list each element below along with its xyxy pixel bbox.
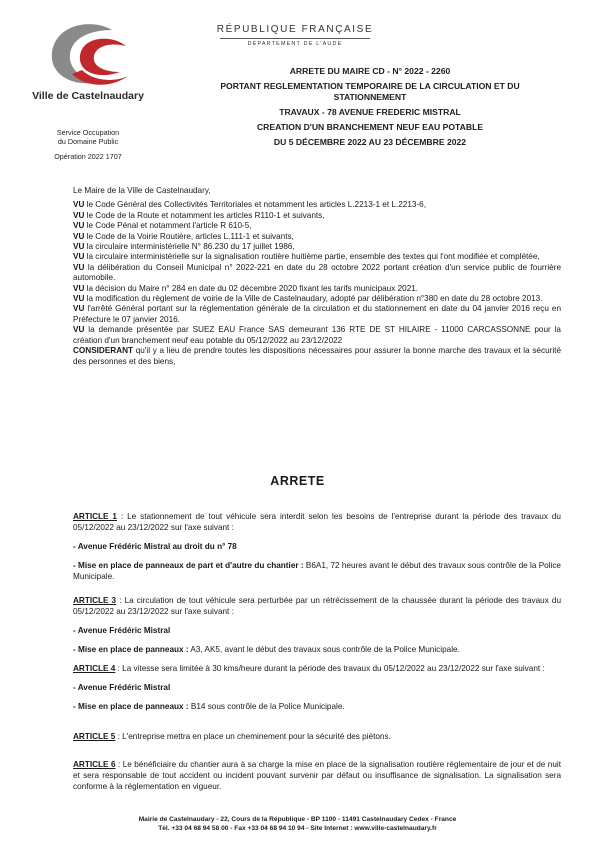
service-line-2: du Domaine Public <box>57 137 119 146</box>
footer-address: Mairie de Castelnaudary - 22, Cours de la République - BP 1100 - 11491 Castelnaudary Cedex - France <box>138 816 457 823</box>
article-5-text: : L'entreprise mettra en place un cheminement pour la sécurité des piétons. <box>115 732 391 742</box>
decree-description: CREATION D'UN BRANCHEMENT NEUF EAU POTABLE <box>256 122 484 132</box>
article-1-street: - Avenue Frédéric Mistral au droit du n° 78 <box>73 541 237 551</box>
visa-item: VU la circulaire interministérielle sur la signalisation routière huitième partie, ensemble des textes qui l'ont modifiée et complétée, <box>73 252 540 262</box>
article-1-title: ARTICLE 1 <box>73 512 117 522</box>
article-4-title: ARTICLE 4 <box>73 664 116 674</box>
republic-divider <box>220 38 370 39</box>
article-4-signs-text: B14 sous contrôle de la Police Municipale. <box>188 702 345 712</box>
decree-title-block <box>160 66 580 152</box>
article-3-signs-text: A3, AK5, avant le début des travaux sous contrôle de la Police Municipale. <box>188 644 460 654</box>
article-6 <box>73 752 561 801</box>
visas-section <box>73 186 561 367</box>
article-3 <box>73 588 561 664</box>
service-block <box>24 128 152 161</box>
castelnaudary-logo-icon <box>42 16 134 94</box>
visa-item: VU le Code de la Voirie Routière, articles L.111-1 et suivants, <box>73 231 294 241</box>
visa-item: VU le Code Général des Collectivités Territoriales et notamment les articles L.2213-1 et L.2213-6, <box>73 200 426 210</box>
visa-item: VU la demande présentée par SUEZ EAU France SAS demeurant 136 RTE DE ST HILAIRE - 11000 CARCASSONNE pour la création d'un branchement neuf eau potable du 05/12/2022 au 23/12/2022 <box>73 325 561 345</box>
visa-item: VU la circulaire interministérielle N° 86.230 du 17 juillet 1986, <box>73 242 295 252</box>
republic-title: RÉPUBLIQUE FRANÇAISE <box>216 24 374 35</box>
service-line-1: Service Occupation <box>56 128 120 137</box>
visa-item: VU l'arrêté Général portant sur la réglementation générale de la circulation et du stationnement en date du 04 janvier 2016 reçu en Préfecture le 07 janvier 2016. <box>73 304 561 324</box>
article-4-street: - Avenue Frédéric Mistral <box>73 683 171 693</box>
article-6-text: : Le bénéficiaire du chantier aura à sa charge la mise en place de la signalisation routière réglementaire de jour et de nuit et sera responsable de tout accident ou incident pouvant survenir par défaut ou insuffisance de signalisation. La signalisation sera conforme à la réglementation en vigueur. <box>73 760 561 791</box>
article-3-signs-label: - Mise en place de panneaux : <box>73 644 189 654</box>
article-3-text: : La circulation de tout véhicule sera perturbée par un rétrécissement de la chaussée durant la période des travaux du 05/12/2022 au 23/12/2022 sur l'axe suivant : <box>73 596 562 616</box>
article-1-signs-label: - Mise en place de panneaux de part et d'autre du chantier : <box>73 560 304 570</box>
intro-line: Le Maire de la Ville de Castelnaudary, <box>73 186 211 195</box>
page-footer <box>0 815 595 833</box>
article-6-title: ARTICLE 6 <box>73 760 116 770</box>
decree-subject-1: PORTANT REGLEMENTATION TEMPORAIRE DE LA CIRCULATION ET DU <box>220 81 520 91</box>
visa-item: VU le Code de la Route et notamment les articles R110-1 et suivants, <box>73 210 325 220</box>
visa-item: VU la délibération du Conseil Municipal n° 2022-221 en date du 28 octobre 2022 portant création d'un service public de fourrière automobile. <box>73 262 561 283</box>
article-1 <box>73 504 561 591</box>
department-label: DÉPARTEMENT DE L'AUDE <box>247 41 343 47</box>
arrete-heading: ARRETE <box>270 474 325 488</box>
visa-item: VU la décision du Maire n° 284 en date du 02 décembre 2020 fixant les tarifs municipaux 2021. <box>73 283 419 293</box>
visa-item: VU le Code Pénal et notamment l'article R 610-5, <box>73 221 252 231</box>
article-5 <box>73 724 561 751</box>
footer-contact: Tél. +33 04 68 94 58 00 - Fax +33 04 68 94 10 94 - Site Internet : www.ville-castelnaudary.fr <box>158 825 437 832</box>
decree-works: TRAVAUX - 78 AVENUE FREDERIC MISTRAL <box>279 107 461 117</box>
visa-item: VU la modification du règlement de voirie de la Ville de Castelnaudary, adopté par délibération n°380 en date du 28 octobre 2013. <box>73 294 543 304</box>
decree-dates: DU 5 DÉCEMBRE 2022 AU 23 DÉCEMBRE 2022 <box>273 137 467 147</box>
article-1-text: : Le stationnement de tout véhicule sera interdit selon les besoins de l'entreprise durant la période des travaux du 05/12/2022 au 23/12/2022 sur l'axe suivant : <box>73 512 561 532</box>
article-4 <box>73 656 561 721</box>
article-4-signs-label: - Mise en place de panneaux : <box>73 702 189 712</box>
article-1-signs-text: B6A1, 72 heures avant le début des travaux sous contrôle de la Police Municipale. <box>73 560 561 581</box>
article-3-title: ARTICLE 3 <box>73 596 117 606</box>
considerant-item: CONSIDERANT qu'il y a lieu de prendre toutes les dispositions nécessaires pour assurer la bonne marche des travaux et la sécurité des personnes et des biens, <box>73 346 561 366</box>
republic-header <box>190 24 400 47</box>
decree-subject-2: STATIONNEMENT <box>333 92 407 102</box>
article-4-text: : La vitesse sera limitée à 30 kms/heure durant la période des travaux du 05/12/2022 au 23/12/2022 sur l'axe suivant : <box>115 664 545 674</box>
article-5-title: ARTICLE 5 <box>73 732 116 742</box>
article-3-street: - Avenue Frédéric Mistral <box>73 625 171 635</box>
city-name: Ville de Castelnaudary <box>32 90 144 102</box>
operation-number: Opération 2022 1707 <box>54 152 122 161</box>
decree-number: ARRETE DU MAIRE CD - N° 2022 - 2260 <box>289 66 451 76</box>
